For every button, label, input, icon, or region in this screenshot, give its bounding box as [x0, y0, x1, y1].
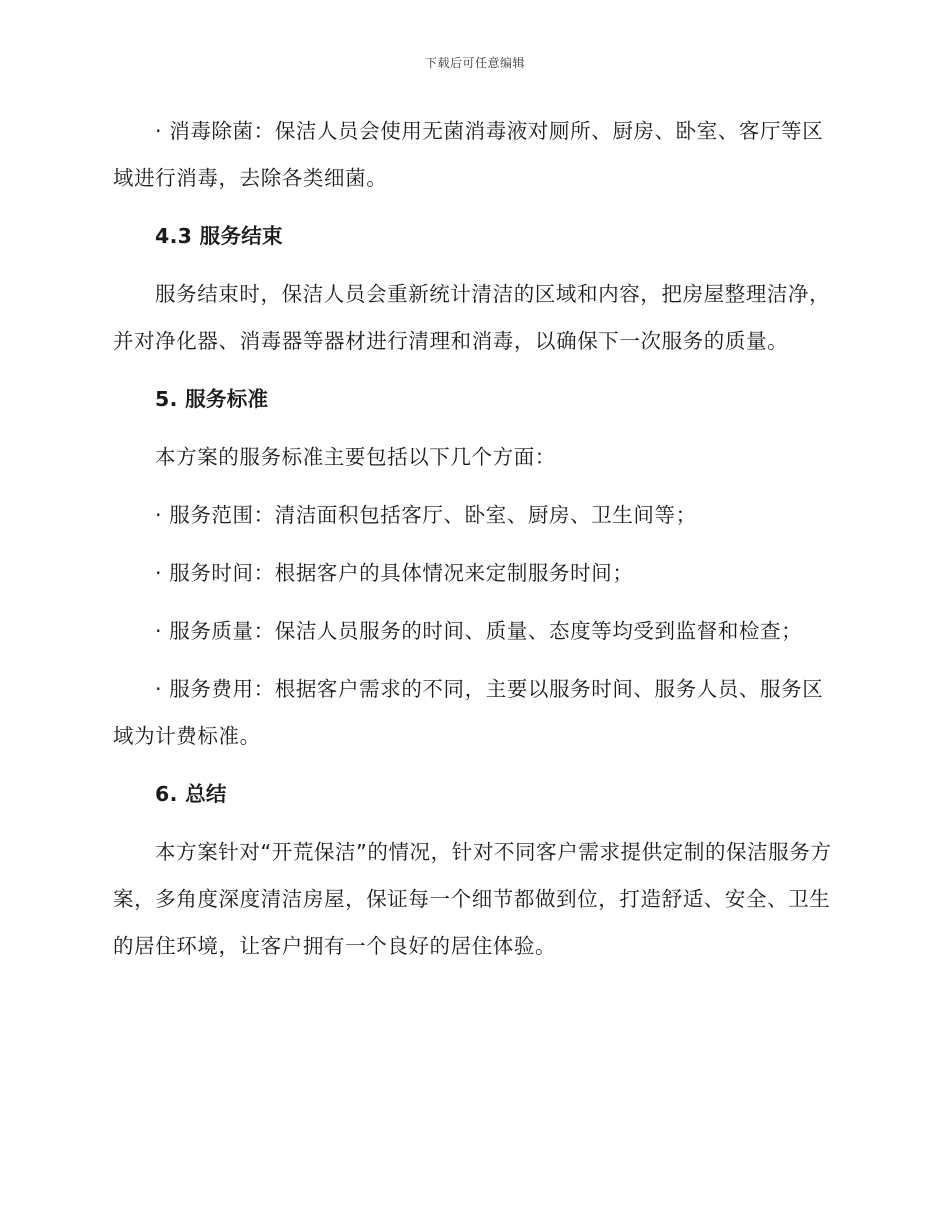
list-item-service-quality: · 服务质量：保洁人员服务的时间、质量、态度等均受到监督和检查； [155, 619, 803, 643]
list-item-service-fee: · 服务费用：根据客户需求的不同，主要以服务时间、服务人员、服务区域为计费标准。 [113, 677, 824, 748]
paragraph-service-end: 服务结束时，保洁人员会重新统计清洁的区域和内容，把房屋整理洁净，并对净化器、消毒器等器材进行清理和消毒，以确保下一次服务的质量。 [113, 282, 831, 353]
heading-summary: 6. 总结 [155, 782, 227, 806]
document-body [113, 108, 835, 970]
paragraph-summary: 本方案针对“开荒保洁”的情况，针对不同客户需求提供定制的保洁服务方案，多角度深度清洁房屋，保证每一个细节都做到位，打造舒适、安全、卫生的居住环境，让客户拥有一个良好的居住体验。 [113, 840, 832, 958]
heading-service-standard: 5. 服务标准 [155, 387, 269, 411]
paragraph-standard-intro: 本方案的服务标准主要包括以下几个方面： [155, 445, 556, 469]
paragraph-disinfection: · 消毒除菌：保洁人员会使用无菌消毒液对厕所、厨房、卧室、客厅等区域进行消毒，去除各类细菌。 [113, 119, 824, 190]
list-item-service-scope: · 服务范围：清洁面积包括客厅、卧室、厨房、卫生间等； [155, 503, 697, 527]
page-header: 下载后可任意编辑 [424, 56, 525, 70]
list-item-service-time: · 服务时间：根据客户的具体情况来定制服务时间； [155, 561, 634, 585]
heading-service-end: 4.3 服务结束 [155, 224, 283, 248]
